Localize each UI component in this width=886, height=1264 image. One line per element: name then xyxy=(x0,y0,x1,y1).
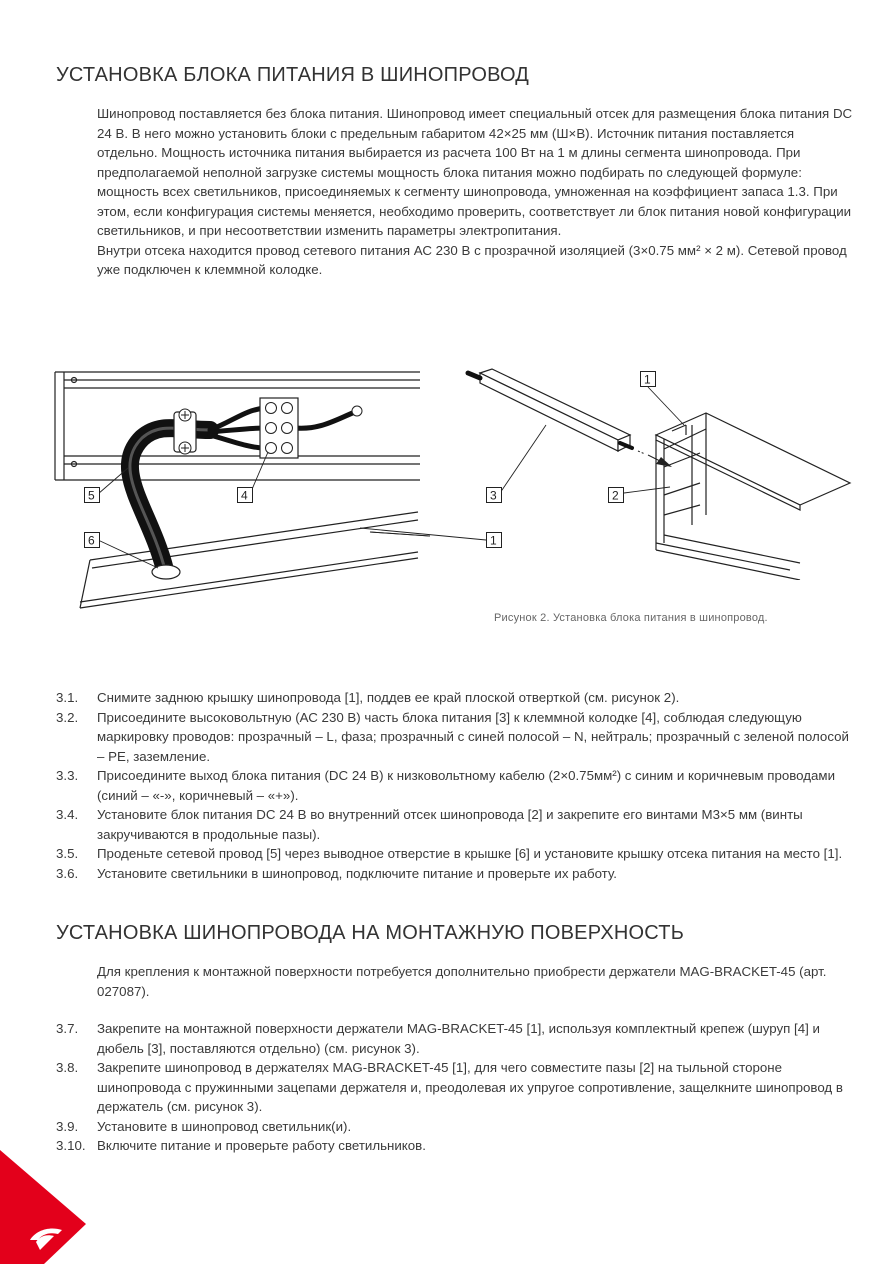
list-item: 3.5. Проденьте сетевой провод [5] через выводное отверстие в крышке [6] и установите крышку отсека питания на место [1]. xyxy=(56,846,843,861)
intro-text xyxy=(97,104,857,280)
svg-text:5: 5 xyxy=(88,488,95,503)
svg-text:1: 1 xyxy=(490,533,497,548)
intro-paragraph-1: Шинопровод поставляется без блока питания. Шинопровод имеет специальный отсек для размещения блока питания DC 24 В. В него можно установить блоки с предельным габаритом 42×25 мм (Ш×В). Источник питания поставляется отдельно. Мощность источника питания выбирается из расчета 100 Вт на 1 м длины сегмента шинопровода. При предполагаемой неполной загрузке системы мощность блока питания можно подбирать по следующей формуле: мощность всех светильников, присоединяемых к сегменту шинопровода, умноженная на коэффициент запаса 1.3. При этом, если конфигурация системы меняется, необходимо проверить, соответствует ли блок питания новой конфигурации светильников, и при несоответствии изменить параметры электропитания. xyxy=(97,106,853,238)
mounting-intro xyxy=(97,962,857,1001)
callout-right-1 xyxy=(640,371,656,387)
section-title-power-supply: УСТАНОВКА БЛОКА ПИТАНИЯ В ШИНОПРОВОД xyxy=(56,64,530,86)
callout-right-2 xyxy=(608,487,624,503)
list-item: 3.2. Присоедините высоковольтную (АС 230 В) часть блока питания [3] к клеммной колодке [4], соблюдая следующую маркировку проводов: прозрачный – L, фаза; прозрачный с синей полосой – N, нейтраль; прозрачный с зеленой полосой – PE, заземление. xyxy=(56,709,849,764)
svg-text:4: 4 xyxy=(241,488,248,503)
figure-caption: Рисунок 2. Установка блока питания в шинопровод. xyxy=(494,612,768,624)
svg-text:3: 3 xyxy=(490,488,497,503)
section-title-mounting: УСТАНОВКА ШИНОПРОВОДА НА МОНТАЖНУЮ ПОВЕРХНОСТЬ xyxy=(56,922,685,944)
list-item: 3.7. Закрепите на монтажной поверхности держатели MAG-BRACKET-45 [1], используя комплектный крепеж (шуруп [4] и дюбель [3], поставляются отдельно) (см. рисунок 3). xyxy=(56,1021,820,1056)
list-item: 3.1. Снимите заднюю крышку шинопровода [1], поддев ее край плоской отверткой (см. рисунок 2). xyxy=(56,690,680,705)
callout-left-4 xyxy=(237,487,253,503)
list-item: 3.3. Присоедините выход блока питания (DC 24 В) к низковольтному кабелю (2×0.75мм²) с синим и коричневым проводами (синий – «-», коричневый – «+»). xyxy=(56,768,835,803)
intro-paragraph-2: Внутри отсека находится провод сетевого питания АС 230 В с прозрачной изоляцией (3×0.75 мм² × 2 м). Сетевой провод уже подключен к клеммной колодке. xyxy=(97,242,847,277)
mounting-paragraph: Для крепления к монтажной поверхности потребуется дополнительно приобрести держатели MAG-BRACKET-45 (арт. 027087). xyxy=(97,964,827,999)
steps-list-2 xyxy=(56,1019,856,1156)
svg-text:1: 1 xyxy=(644,372,651,387)
svg-text:6: 6 xyxy=(88,533,95,548)
list-item: 3.4. Установите блок питания DC 24 В во внутренний отсек шинопровода [2] и закрепите его винтами М3×5 мм (винты закручиваются в продольные пазы). xyxy=(56,807,803,842)
callout-left-6 xyxy=(84,532,100,548)
svg-text:2: 2 xyxy=(612,488,619,503)
list-item: 3.10. Включите питание и проверьте работу светильников. xyxy=(56,1138,426,1153)
list-item: 3.9. Установите в шинопровод светильник(и). xyxy=(56,1118,352,1134)
list-item: 3.8. Закрепите шинопровод в держателях MAG-BRACKET-45 [1], для чего совместите пазы [2] на тыльной стороне шинопровода с пружинными зацепами держателя и, преодолевая их упругое сопротивление, защелкните шинопровод в держатель (см. рисунок 3). xyxy=(56,1060,843,1114)
callout-right-3 xyxy=(486,487,502,503)
list-item: 3.6. Установите светильники в шинопровод, подключите питание и проверьте их работу. xyxy=(56,865,617,881)
steps-list-1 xyxy=(56,688,856,883)
brand-logo-icon xyxy=(0,1150,90,1264)
callout-left-5 xyxy=(84,487,100,503)
figure-right-insertion xyxy=(460,365,855,580)
